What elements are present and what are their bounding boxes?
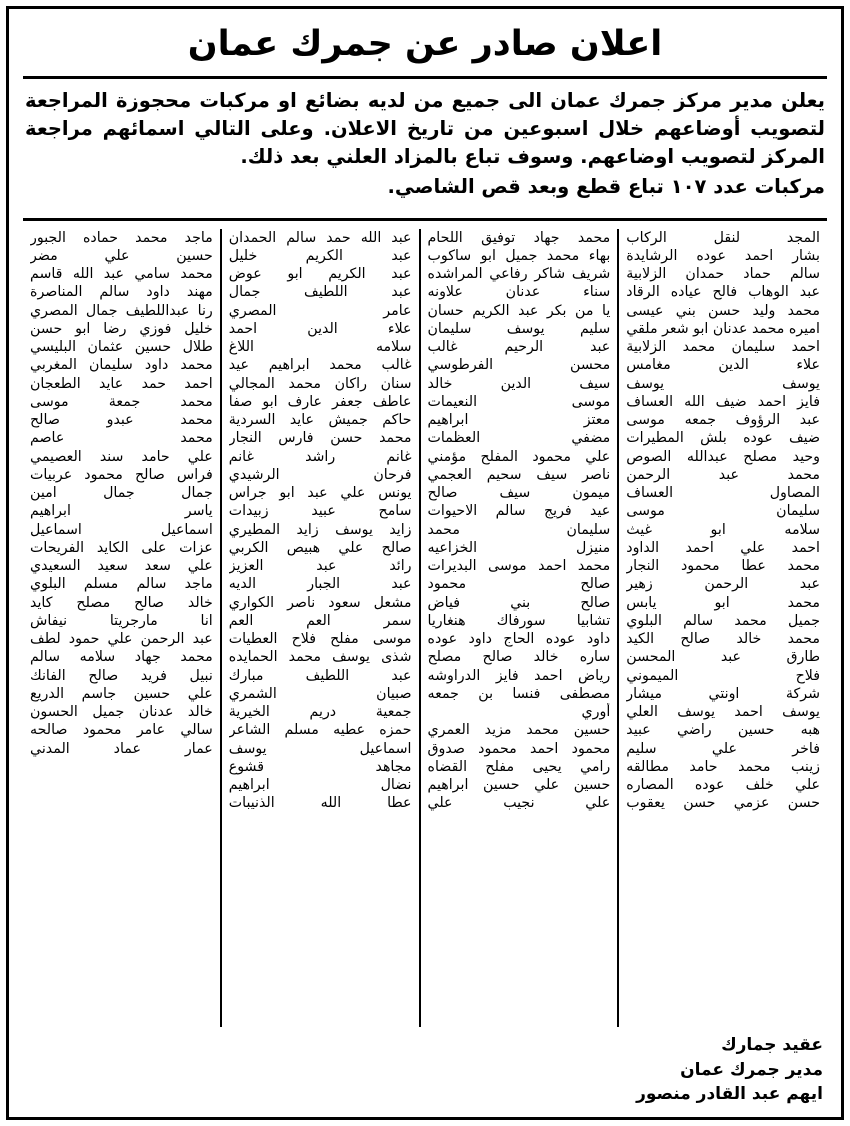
list-item: حسن عزمي حسن يعقوب xyxy=(626,795,820,812)
list-item: وحيد مصلح عبدالله الصوص xyxy=(626,448,820,465)
list-item: يوسف احمد يوسف العلي xyxy=(626,704,820,721)
list-item: محمد احمد موسى البديرات xyxy=(427,558,611,575)
list-item: ياسر ابراهيم xyxy=(30,503,213,520)
list-item: محمد عبدو صالح xyxy=(30,412,213,429)
list-item: حسين علي حسين ابراهيم xyxy=(427,777,611,794)
page-title: اعلان صادر عن جمرك عمان xyxy=(187,24,663,64)
list-item: محمد جهاد توفيق اللحام xyxy=(427,229,611,246)
list-item: جمال جمال امين xyxy=(30,485,213,502)
advert-frame xyxy=(6,6,844,1120)
list-item: رياض احمد فايز الدراوشه xyxy=(427,667,611,684)
list-item: احمد حمد عايد الطعجان xyxy=(30,375,213,392)
list-item: موسى النعيمات xyxy=(427,393,611,410)
list-item: سلامه ابو غيث xyxy=(626,521,820,538)
list-item: هبه حسين راضي عبيد xyxy=(626,722,820,739)
list-item: المجد لنقل الركاب xyxy=(626,229,820,246)
list-item: عبد الجبار الديه xyxy=(228,576,412,593)
names-column-3 xyxy=(222,229,421,1028)
list-item: رامي يحيى مفلح القضاه xyxy=(427,758,611,775)
list-item: سليم يوسف سليمان xyxy=(427,320,611,337)
list-item: داود عوده الحاج داود عوده xyxy=(427,631,611,648)
names-columns xyxy=(23,221,827,1028)
list-item: مصطفى فنسا بن جمعه xyxy=(427,685,611,702)
list-item: سلامه اللاغ xyxy=(228,339,412,356)
list-item: عبد الكريم خليل xyxy=(228,247,412,264)
list-item: انا مارجريتا نيفاش xyxy=(30,612,213,629)
list-item: محمد ابو يابس xyxy=(626,594,820,611)
list-item: زينب محمد حامد مطالقه xyxy=(626,758,820,775)
list-item: علي حامد سند العصيمي xyxy=(30,448,213,465)
list-item: ماجد سالم مسلم البلوي xyxy=(30,576,213,593)
announcement-paragraph-2: مركبات عدد ١٠٧ تباع قطع وبعد قص الشاصي. xyxy=(387,175,825,199)
list-item: جمعية دريم الخيرية xyxy=(228,704,412,721)
list-item: ماجد محمد حماده الجبور xyxy=(30,229,213,246)
list-item: صالح محمود xyxy=(427,576,611,593)
announcement-paragraph-1: يعلن مدير مركز جمرك عمان الى جميع من لديه بضائع او مركبات محجوزة المراجعة لتصويب أوضاعهم خلال اسبوعين من تاريخ الاعلان. وعلى التالي اسمائهم مراجعة المركز لتصويب اوضاعهم. وسوف تباع بالمزاد العلني بعد ذلك. xyxy=(25,88,825,169)
list-item: رائد عبد العزيز xyxy=(228,558,412,575)
list-item: معتز ابراهيم xyxy=(427,412,611,429)
list-item: عبد اللطيف جمال xyxy=(228,284,412,301)
list-item: سالم حماد حمدان الزلابية xyxy=(626,266,820,283)
list-item: خالد صالح مصلح كايد xyxy=(30,594,213,611)
list-item: عاطف جعفر عارف ابو صفا xyxy=(228,393,412,410)
list-item: اسماعيل اسماعيل xyxy=(30,521,213,538)
list-item: بهاء محمد جميل ابو ساكوب xyxy=(427,247,611,264)
list-item: سامح عبيد زبيدات xyxy=(228,503,412,520)
names-column-1 xyxy=(619,229,827,1028)
list-item: علي خلف عوده المصاره xyxy=(626,777,820,794)
list-item: علي نجيب علي xyxy=(427,795,611,812)
list-item: محمد داود سليمان المغربي xyxy=(30,357,213,374)
list-item: أوري xyxy=(581,704,611,721)
names-column-4 xyxy=(23,229,222,1028)
list-item: ساره خالد صالح مصلح xyxy=(427,649,611,666)
list-item: عبد الرحمن زهير xyxy=(626,576,820,593)
list-item: فراس صالح محمود عربيات xyxy=(30,466,213,483)
list-item: عبد الوهاب فالح عياده الرقاد xyxy=(626,284,820,301)
list-item: عبد اللطيف مبارك xyxy=(228,667,412,684)
list-item: علي حسين جاسم الدريع xyxy=(30,685,213,702)
list-item: محمد خالد صالح الكيد xyxy=(626,631,820,648)
list-item: عبد الله حمد سالم الحمدان xyxy=(228,229,412,246)
list-item: محمد عبد الرحمن xyxy=(626,466,820,483)
signature-block xyxy=(23,1027,827,1109)
list-item: حاكم جميش عايد السردية xyxy=(228,412,412,429)
list-item: احمد علي احمد الداود xyxy=(626,539,820,556)
list-item: ناصر سيف سحيم العجمي xyxy=(427,466,611,483)
list-item: خالد عدنان جميل الحسون xyxy=(30,704,213,721)
list-item: شذى يوسف محمد الحمايده xyxy=(228,649,412,666)
list-item: مشعل سعود ناصر الكواري xyxy=(228,594,412,611)
list-item: عزات على الكايد الفريحات xyxy=(30,539,213,556)
list-item: طلال حسين عثمان البليسي xyxy=(30,339,213,356)
list-item: المصاول العساف xyxy=(626,485,820,502)
list-item: مجاهد قشوع xyxy=(228,758,412,775)
list-item: جميل محمد سالم البلوي xyxy=(626,612,820,629)
list-item: ميمون سيف صالح xyxy=(427,485,611,502)
announcement-body xyxy=(23,87,827,210)
list-item: صالح بني فياض xyxy=(427,594,611,611)
list-item: منيزل الخزاعيه xyxy=(427,539,611,556)
list-item: فرحان الرشيدي xyxy=(228,466,412,483)
list-item: محسن الفرطوسي xyxy=(427,357,611,374)
list-item: زايد يوسف زايد المطيري xyxy=(228,521,412,538)
list-item: علاء الدين مغامس xyxy=(626,357,820,374)
list-item: عبد الرؤوف جمعه موسى xyxy=(626,412,820,429)
list-item: عبد الرحمن علي حمود لطف xyxy=(30,631,213,648)
list-item: سيف الدين خالد xyxy=(427,375,611,392)
names-column-2 xyxy=(421,229,620,1028)
signatory-name: ايهم عبد القادر منصور xyxy=(636,1084,823,1105)
list-item: حسين علي مضر xyxy=(30,247,213,264)
list-item: محمد سامي عبد الله قاسم xyxy=(30,266,213,283)
list-item: عمار عماد المدني xyxy=(30,740,213,757)
list-item: احمد سليمان محمد الزلابية xyxy=(626,339,820,356)
list-item: علي محمود المفلح مؤمني xyxy=(427,448,611,465)
list-item: سليمان موسى xyxy=(626,503,820,520)
signatory-rank: عقيد جمارك xyxy=(721,1035,823,1056)
list-item: نضال ابراهيم xyxy=(228,777,412,794)
list-item: فايز احمد ضيف الله العساف xyxy=(626,393,820,410)
list-item: محمد وليد حسن بني عيسى xyxy=(626,302,820,319)
list-item: حسين محمد مزيد العمري xyxy=(427,722,611,739)
list-item: عطا الله الذنيبات xyxy=(228,795,412,812)
list-item: نبيل فريد صالح الفانك xyxy=(30,667,213,684)
list-item: عبد الرحيم غالب xyxy=(427,339,611,356)
list-item: علي سعد سعيد السعيدي xyxy=(30,558,213,575)
list-item: خليل فوزي رضا ابو حسن xyxy=(30,320,213,337)
list-item: يا من بكر عبد الكريم حسان xyxy=(427,302,611,319)
list-item: تشابيا سورفاك هنغاريا xyxy=(427,612,611,629)
list-item: يونس علي عبد ابو جراس xyxy=(228,485,412,502)
list-item: غانم راشد غانم xyxy=(228,448,412,465)
list-item: محمد جهاد سلامه سالم xyxy=(30,649,213,666)
list-item: شركة اونتي ميشار xyxy=(626,685,820,702)
list-item: عبد الكريم ابو عوض xyxy=(228,266,412,283)
signatory-title: مدير جمرك عمان xyxy=(680,1059,823,1080)
list-item: موسى مفلح فلاح العطيات xyxy=(228,631,412,648)
list-item: مهند داود سالم المناصرة xyxy=(30,284,213,301)
list-item: يوسف يوسف xyxy=(626,375,820,392)
list-item: محمد عاصم xyxy=(30,430,213,447)
list-item: غالب محمد ابراهيم عيد xyxy=(228,357,412,374)
list-item: عامر المصري xyxy=(228,302,412,319)
list-item: محمد حسن فارس النجار xyxy=(228,430,412,447)
list-item: حمزه عطيه مسلم الشاعر xyxy=(228,722,412,739)
list-item: بشار احمد عوده الرشايدة xyxy=(626,247,820,264)
list-item: اسماعيل يوسف xyxy=(228,740,412,757)
list-item: ضيف عوده بلش المطيرات xyxy=(626,430,820,447)
list-item: محمد جمعة موسى xyxy=(30,393,213,410)
list-item: صالح علي هبيص الكربي xyxy=(228,539,412,556)
list-item: اميره محمد عدنان ابو شعر ملقي xyxy=(626,320,820,337)
list-item: سناء عدنان علاونه xyxy=(427,284,611,301)
list-item: طارق عبد المحسن xyxy=(626,649,820,666)
list-item: رنا عبداللطيف جمال المصري xyxy=(30,302,213,319)
list-item: محمد عطا محمود النجار xyxy=(626,558,820,575)
list-item: صبيان الشمري xyxy=(228,685,412,702)
list-item: سليمان محمد xyxy=(427,521,611,538)
list-item: سالي عامر محمود صالحه xyxy=(30,722,213,739)
list-item: سمر العم العم xyxy=(228,612,412,629)
list-item: شريف شاكر رفاعي المراشده xyxy=(427,266,611,283)
list-item: فلاح الميموني xyxy=(626,667,820,684)
list-item: فاخر علي سليم xyxy=(626,740,820,757)
list-item: عيد فريج سالم الاحيوات xyxy=(427,503,611,520)
list-item: مضفي العظمات xyxy=(427,430,611,447)
list-item: علاء الدين احمد xyxy=(228,320,412,337)
title-divider xyxy=(23,76,827,79)
list-item: محمود احمد محمود صدوق xyxy=(427,740,611,757)
list-item: سنان راكان محمد المجالي xyxy=(228,375,412,392)
